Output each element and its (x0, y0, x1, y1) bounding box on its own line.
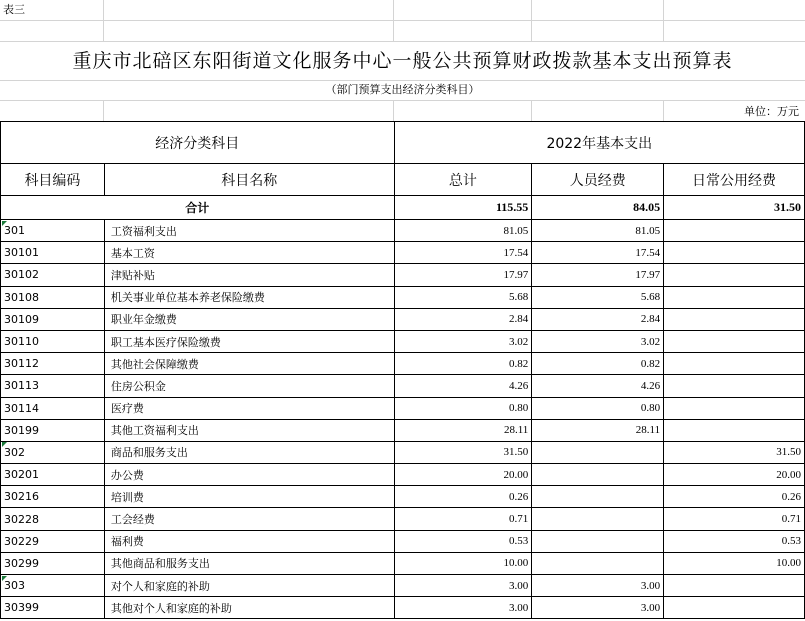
table-row (1, 441, 805, 463)
row-total: 5.68 (394, 286, 532, 308)
row-code: 30299 (1, 552, 105, 574)
sheet-label: 表三 (3, 3, 25, 16)
row-name: 培训费 (104, 486, 394, 508)
row-public: 10.00 (664, 552, 805, 574)
total-label: 合计 (1, 196, 395, 220)
row-total: 0.80 (394, 397, 532, 419)
header-row-2 (1, 164, 805, 196)
row-total: 4.26 (394, 375, 532, 397)
row-total: 3.02 (394, 330, 532, 352)
row-code: 30399 (1, 597, 105, 619)
row-personnel (532, 530, 664, 552)
table-row (1, 286, 805, 308)
row-name: 职工基本医疗保险缴费 (104, 330, 394, 352)
page-subtitle: （部门预算支出经济分类科目） (325, 83, 480, 96)
row-code: 301 (1, 220, 105, 242)
row-public (664, 419, 805, 441)
row-total: 17.54 (394, 242, 532, 264)
row-personnel: 2.84 (532, 308, 664, 330)
row-personnel: 28.11 (532, 419, 664, 441)
row-code: 30112 (1, 353, 105, 375)
cell-marker (2, 221, 7, 226)
header-year-basic: 2022年基本支出 (394, 122, 804, 164)
row-personnel: 3.00 (532, 575, 664, 597)
row-public: 31.50 (664, 441, 805, 463)
row-public (664, 220, 805, 242)
table-row (1, 220, 805, 242)
table-row (1, 486, 805, 508)
row-public (664, 286, 805, 308)
table-row (1, 575, 805, 597)
unit-label: 单位：万元 (744, 105, 799, 118)
row-name: 其他工资福利支出 (104, 419, 394, 441)
total-public: 31.50 (664, 196, 805, 220)
budget-table (0, 121, 805, 619)
row-code: 30201 (1, 464, 105, 486)
table-row (1, 308, 805, 330)
row-code: 303 (1, 575, 105, 597)
row-total: 17.97 (394, 264, 532, 286)
row-total: 31.50 (394, 441, 532, 463)
row-personnel: 5.68 (532, 286, 664, 308)
row-personnel (532, 508, 664, 530)
cell-marker (2, 576, 7, 581)
row-personnel (532, 486, 664, 508)
cell-marker (2, 442, 7, 447)
row-code: 302 (1, 441, 105, 463)
row-public (664, 308, 805, 330)
row-name: 津贴补贴 (104, 264, 394, 286)
row-personnel: 17.54 (532, 242, 664, 264)
row-code: 30102 (1, 264, 105, 286)
row-total: 20.00 (394, 464, 532, 486)
table-row (1, 242, 805, 264)
row-total: 0.26 (394, 486, 532, 508)
header-name: 科目名称 (104, 164, 394, 196)
row-public (664, 397, 805, 419)
row-public: 20.00 (664, 464, 805, 486)
row-total: 0.71 (394, 508, 532, 530)
row-total: 2.84 (394, 308, 532, 330)
row-code: 30216 (1, 486, 105, 508)
table-row (1, 552, 805, 574)
row-personnel: 81.05 (532, 220, 664, 242)
row-code: 30108 (1, 286, 105, 308)
row-public: 0.53 (664, 530, 805, 552)
row-name: 办公费 (104, 464, 394, 486)
header-public: 日常公用经费 (664, 164, 805, 196)
table-row (1, 508, 805, 530)
row-name: 基本工资 (104, 242, 394, 264)
row-public (664, 353, 805, 375)
total-personnel: 84.05 (532, 196, 664, 220)
table-row (1, 375, 805, 397)
row-code: 30114 (1, 397, 105, 419)
row-name: 其他商品和服务支出 (104, 552, 394, 574)
row-personnel: 3.00 (532, 597, 664, 619)
row-code: 30110 (1, 330, 105, 352)
total-row (1, 196, 805, 220)
row-public (664, 330, 805, 352)
row-public (664, 597, 805, 619)
row-public: 0.71 (664, 508, 805, 530)
row-code: 30101 (1, 242, 105, 264)
row-total: 0.82 (394, 353, 532, 375)
row-name: 工会经费 (104, 508, 394, 530)
row-code: 30229 (1, 530, 105, 552)
row-personnel: 0.82 (532, 353, 664, 375)
row-personnel (532, 464, 664, 486)
row-name: 对个人和家庭的补助 (104, 575, 394, 597)
row-total: 81.05 (394, 220, 532, 242)
row-personnel: 4.26 (532, 375, 664, 397)
header-econ-class: 经济分类科目 (1, 122, 395, 164)
row-personnel (532, 441, 664, 463)
table-row (1, 397, 805, 419)
row-name: 医疗费 (104, 397, 394, 419)
row-total: 28.11 (394, 419, 532, 441)
row-personnel (532, 552, 664, 574)
row-personnel: 17.97 (532, 264, 664, 286)
total-value: 115.55 (394, 196, 532, 220)
row-public (664, 375, 805, 397)
row-personnel: 3.02 (532, 330, 664, 352)
row-name: 工资福利支出 (104, 220, 394, 242)
table-row (1, 330, 805, 352)
row-name: 其他社会保障缴费 (104, 353, 394, 375)
table-row (1, 530, 805, 552)
row-name: 住房公积金 (104, 375, 394, 397)
row-total: 3.00 (394, 597, 532, 619)
header-total: 总计 (394, 164, 532, 196)
page-title: 重庆市北碚区东阳街道文化服务中心一般公共预算财政拨款基本支出预算表 (72, 50, 733, 72)
table-row (1, 597, 805, 619)
row-code: 30228 (1, 508, 105, 530)
row-public (664, 575, 805, 597)
header-personnel: 人员经费 (532, 164, 664, 196)
table-row (1, 464, 805, 486)
header-code: 科目编码 (1, 164, 105, 196)
row-name: 职业年金缴费 (104, 308, 394, 330)
table-row (1, 353, 805, 375)
row-name: 福利费 (104, 530, 394, 552)
row-name: 其他对个人和家庭的补助 (104, 597, 394, 619)
row-total: 3.00 (394, 575, 532, 597)
row-public (664, 264, 805, 286)
row-name: 商品和服务支出 (104, 441, 394, 463)
row-name: 机关事业单位基本养老保险缴费 (104, 286, 394, 308)
row-code: 30109 (1, 308, 105, 330)
row-public: 0.26 (664, 486, 805, 508)
header-row-1 (1, 122, 805, 164)
row-total: 0.53 (394, 530, 532, 552)
row-total: 10.00 (394, 552, 532, 574)
table-row (1, 264, 805, 286)
row-public (664, 242, 805, 264)
row-code: 30113 (1, 375, 105, 397)
row-personnel: 0.80 (532, 397, 664, 419)
row-code: 30199 (1, 419, 105, 441)
table-row (1, 419, 805, 441)
